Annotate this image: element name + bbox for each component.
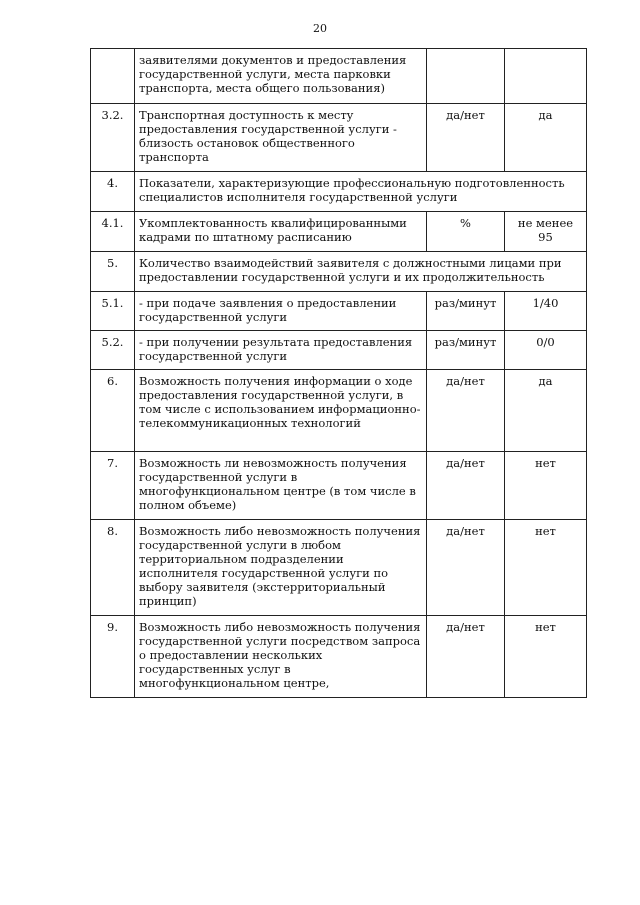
row-number: 4. [91,172,135,212]
table-row [91,212,587,252]
row-unit: да/нет [427,104,505,172]
row-value: нет [505,616,587,698]
row-text: заявителями документов и предоставления государственной услуги, места парковки транспорта, места общего пользования) [135,49,427,104]
row-value: да [505,370,587,452]
row-number [91,49,135,104]
row-number: 7. [91,452,135,520]
row-unit: раз/минут [427,292,505,331]
row-value: нет [505,520,587,616]
row-text: Возможность получения информации о ходе предоставления государственной услуги, в том числе с использованием информационно-телекоммуникационных технологий [135,370,427,452]
row-unit: да/нет [427,370,505,452]
row-number: 5.2. [91,331,135,370]
row-number: 9. [91,616,135,698]
table-row [91,104,587,172]
row-unit: да/нет [427,616,505,698]
table-row [91,520,587,616]
row-unit [427,49,505,104]
table-row [91,49,587,104]
row-unit: % [427,212,505,252]
row-unit: да/нет [427,452,505,520]
row-unit: да/нет [427,520,505,616]
row-text: Показатели, характеризующие профессиональную подготовленность специалистов исполнителя государственной услуги [135,172,587,212]
table-row [91,292,587,331]
row-number: 3.2. [91,104,135,172]
table-row [91,370,587,452]
row-text: Транспортная доступность к месту предоставления государственной услуги - близость остановок общественного транспорта [135,104,427,172]
row-text: - при получении результата предоставления государственной услуги [135,331,427,370]
table-row [91,172,587,212]
row-value: да [505,104,587,172]
row-value: нет [505,452,587,520]
row-text: Возможность ли невозможность получения государственной услуги в многофункциональном центре (в том числе в полном объеме) [135,452,427,520]
row-number: 5.1. [91,292,135,331]
table-row [91,252,587,292]
row-value: 0/0 [505,331,587,370]
row-text: - при подаче заявления о предоставлении государственной услуги [135,292,427,331]
indicators-table [90,48,587,698]
row-number: 6. [91,370,135,452]
row-text: Укомплектованность квалифицированными кадрами по штатному расписанию [135,212,427,252]
row-text: Возможность либо невозможность получения государственной услуги посредством запроса о предоставлении нескольких государственных услуг в многофункциональном центре, [135,616,427,698]
row-number: 4.1. [91,212,135,252]
table-row [91,616,587,698]
row-number: 5. [91,252,135,292]
row-text: Количество взаимодействий заявителя с должностными лицами при предоставлении государственной услуги и их продолжительность [135,252,587,292]
page-number: 20 [313,22,327,35]
row-value: 1/40 [505,292,587,331]
row-text: Возможность либо невозможность получения государственной услуги в любом территориальном подразделении исполнителя государственной услуги по выбору заявителя (экстерриториальный принцип) [135,520,427,616]
row-number: 8. [91,520,135,616]
row-unit: раз/минут [427,331,505,370]
table-row [91,452,587,520]
table-row [91,331,587,370]
row-value: не менее 95 [505,212,587,252]
row-value [505,49,587,104]
